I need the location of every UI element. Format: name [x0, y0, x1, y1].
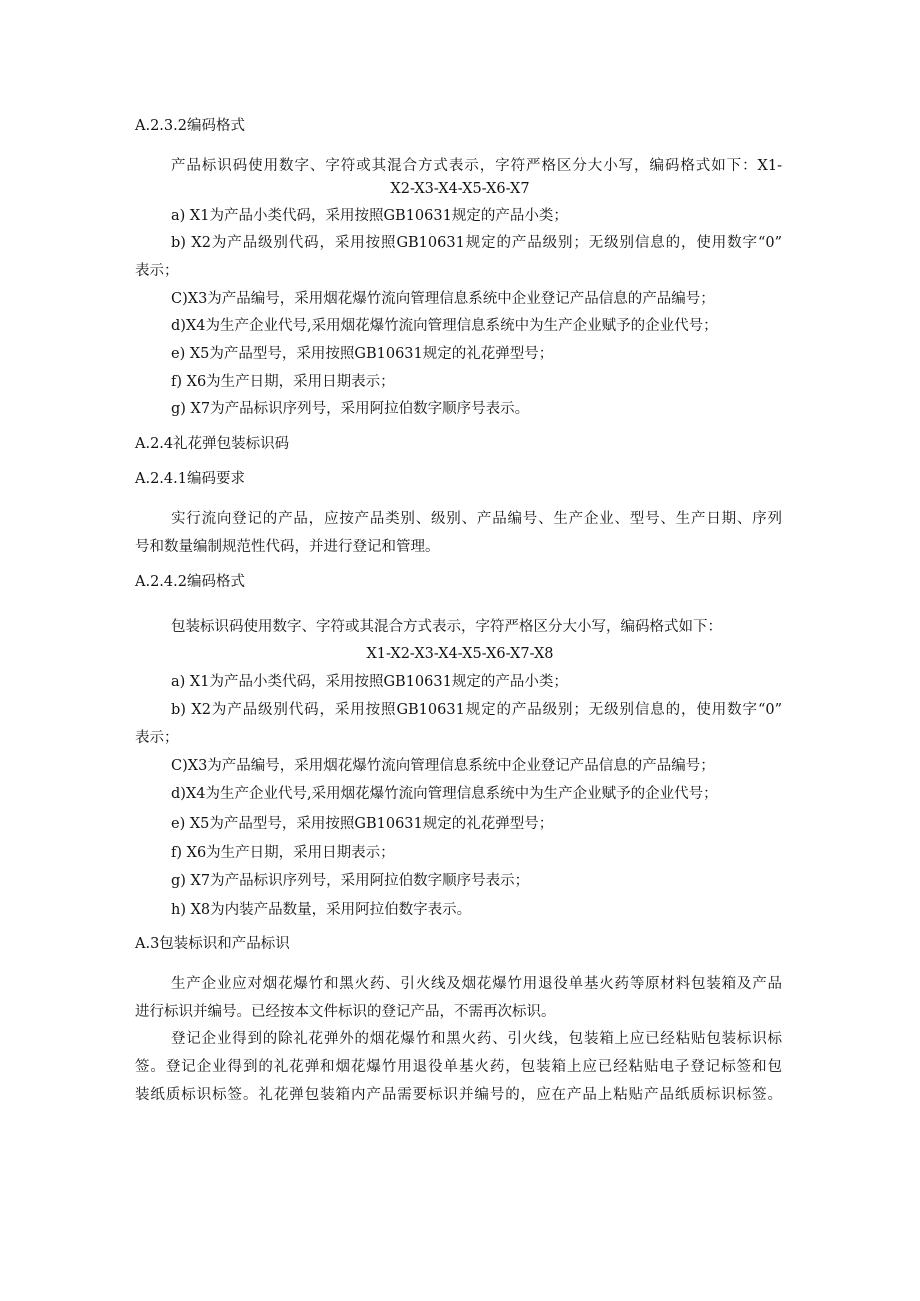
a242-item-b-cont: 表示；: [135, 730, 179, 746]
a232-item-d: d)X4为生产企业代号,采用烟花爆竹流向管理信息系统中为生产企业赋予的企业代号；: [171, 318, 718, 334]
heading-a3: A.3包装标识和产品标识: [135, 936, 290, 952]
heading-a241: A.2.4.1编码要求: [135, 471, 245, 487]
a242-intro-line1: 包装标识码使用数字、字符或其混合方式表示，字符严格区分大小写，编码格式如下：: [171, 619, 722, 635]
a241-para-line2: 号和数量编制规范性代码，并进行登记和管理。: [135, 539, 440, 555]
a242-item-a: a) X1为产品小类代码，采用按照GB10631规定的产品小类；: [171, 674, 568, 690]
a3-para2-line1: 登记企业得到的除礼花弹外的烟花爆竹和黑火药、引火线，包装箱上应已经粘贴包装标识标: [171, 1031, 782, 1047]
a242-item-b: b) X2为产品级别代码，采用按照GB10631规定的产品级别；无级别信息的，使用数字“0”: [171, 702, 782, 718]
a232-format-line: X2-X3-X4-X5-X6-X7: [390, 181, 530, 197]
a242-item-c: C)X3为产品编号，采用烟花爆竹流向管理信息系统中企业登记产品信息的产品编号；: [171, 758, 715, 774]
a232-item-e: e) X5为产品型号，采用按照GB10631规定的礼花弹型号；: [171, 346, 554, 362]
a242-format-line: X1-X2-X3-X4-X5-X6-X7-X8: [366, 646, 554, 662]
heading-a24: A.2.4礼花弹包装标识码: [135, 436, 290, 452]
a232-item-g: g) X7为产品标识序列号，采用阿拉伯数字顺序号表示。: [171, 401, 530, 417]
a3-para1-line2: 进行标识并编号。已经按本文件标识的登记产品，不需再次标识。: [135, 1004, 556, 1020]
a242-item-g: g) X7为产品标识序列号，采用阿拉伯数字顺序号表示；: [171, 873, 530, 889]
heading-a232: A.2.3.2编码格式: [135, 118, 245, 134]
a232-item-c: C)X3为产品编号，采用烟花爆竹流向管理信息系统中企业登记产品信息的产品编号；: [171, 291, 715, 307]
a241-para-line1: 实行流向登记的产品，应按产品类别、级别、产品编号、生产企业、型号、生产日期、序列: [171, 511, 782, 527]
a3-para2-line3: 装纸质标识标签。礼花弹包装箱内产品需要标识并编号的，应在产品上粘贴产品纸质标识标签。: [135, 1087, 782, 1103]
a242-item-d: d)X4为生产企业代号,采用烟花爆竹流向管理信息系统中为生产企业赋予的企业代号；: [171, 786, 718, 802]
a3-para1-line1: 生产企业应对烟花爆竹和黑火药、引火线及烟花爆竹用退役单基火药等原材料包装箱及产品: [171, 976, 782, 992]
a242-item-e: e) X5为产品型号，采用按照GB10631规定的礼花弹型号；: [171, 816, 554, 832]
a232-item-b: b) X2为产品级别代码，采用按照GB10631规定的产品级别；无级别信息的，使用数字“0”: [171, 235, 782, 251]
a3-para2-line2: 签。登记企业得到的礼花弹和烟花爆竹用退役单基火药，包装箱上应已经粘贴电子登记标签和包: [135, 1059, 782, 1075]
a232-item-a: a) X1为产品小类代码，采用按照GB10631规定的产品小类；: [171, 208, 568, 224]
heading-a242: A.2.4.2编码格式: [135, 574, 245, 590]
a232-item-f: f) X6为生产日期，采用日期表示；: [171, 374, 395, 390]
a232-intro-line1: 产品标识码使用数字、字符或其混合方式表示，字符严格区分大小写，编码格式如下：X1-: [171, 158, 782, 174]
a242-item-h: h) X8为内装产品数量，采用阿拉伯数字表示。: [171, 902, 472, 918]
a242-item-f: f) X6为生产日期，采用日期表示；: [171, 845, 395, 861]
a232-item-b-cont: 表示；: [135, 263, 179, 279]
